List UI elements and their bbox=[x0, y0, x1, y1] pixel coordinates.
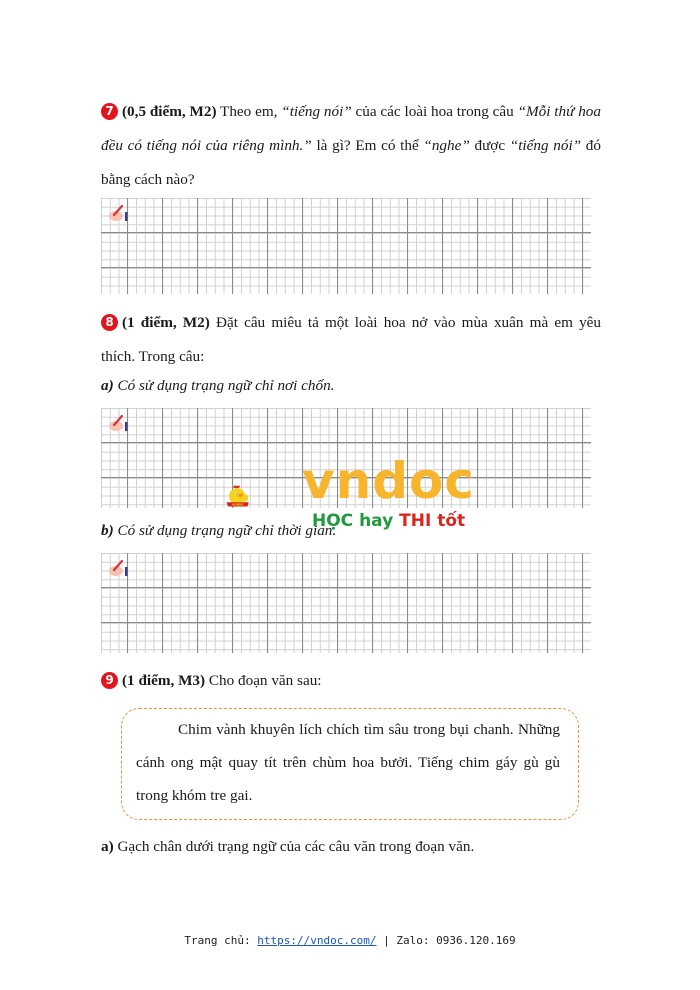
writing-hand-icon bbox=[107, 204, 129, 222]
answer-grid-q7[interactable] bbox=[101, 198, 591, 294]
question-text: đó bằng cách nào? bbox=[101, 137, 601, 188]
part-text: Có sử dụng trạng ngữ chỉ nơi chốn. bbox=[113, 377, 335, 394]
quote: “tiếng nói” bbox=[509, 137, 582, 154]
question-text: Theo em, bbox=[216, 103, 282, 120]
question-meta: (1 điểm, M3) bbox=[122, 672, 206, 689]
question-9-part-a bbox=[101, 836, 474, 858]
svg-text:vndoc: vndoc bbox=[232, 502, 244, 507]
question-7 bbox=[101, 95, 601, 197]
footer-label: Trang chủ: bbox=[184, 934, 258, 947]
quote: “Mỗi thứ hoa đều có tiếng nói của riêng mình.” bbox=[101, 103, 601, 154]
quote: “tiếng nói” bbox=[281, 103, 352, 120]
question-number-badge: 9 bbox=[101, 672, 118, 689]
question-8-part-a bbox=[101, 375, 335, 397]
question-text: Đặt câu miêu tả một loài hoa nở vào mùa xuân mà em yêu thích. Trong câu: bbox=[101, 314, 602, 365]
question-meta: (1 điểm, M2) bbox=[122, 314, 210, 331]
question-number-badge: 7 bbox=[101, 103, 118, 120]
part-text: Có sử dụng trạng ngữ chỉ thời gian. bbox=[113, 522, 337, 539]
part-label: a) bbox=[101, 377, 114, 394]
question-text: được bbox=[469, 137, 510, 154]
vndoc-brand-text: vndoc bbox=[302, 452, 475, 510]
question-meta: (0,5 điểm, M2) bbox=[122, 103, 217, 120]
part-text: Gạch chân dưới trạng ngữ của các câu văn trong đoạn văn. bbox=[113, 838, 475, 855]
question-text: của các loài hoa trong câu bbox=[351, 103, 518, 120]
question-text: là gì? Em có thể bbox=[311, 137, 424, 154]
question-number-badge: 8 bbox=[101, 314, 118, 331]
passage-text: Chim vành khuyên lích chích tìm sâu trong bụi chanh. Những cánh ong mật quay tít trên chùm hoa bưởi. Tiếng chim gáy gù gù trong khóm tre gai. bbox=[136, 721, 560, 804]
slogan: HỌC hay THI tốt bbox=[312, 511, 466, 531]
question-8 bbox=[101, 306, 601, 374]
question-text: Cho đoạn văn sau: bbox=[205, 672, 322, 689]
footer-contact: Zalo: 0936.120.169 bbox=[396, 934, 516, 947]
part-label: a) bbox=[101, 838, 114, 855]
part-label: b) bbox=[101, 522, 114, 539]
quote: “nghe” bbox=[423, 137, 470, 154]
writing-hand-icon bbox=[107, 414, 129, 432]
writing-hand-icon bbox=[107, 559, 129, 577]
answer-grid-q8b[interactable] bbox=[101, 553, 591, 653]
footer: Trang chủ: https://vndoc.com/ | Zalo: 0936.120.169 bbox=[184, 934, 516, 947]
question-9 bbox=[101, 664, 601, 698]
vndoc-mascot-logo bbox=[226, 456, 306, 538]
homepage-link[interactable]: https://vndoc.com/ bbox=[257, 934, 377, 947]
